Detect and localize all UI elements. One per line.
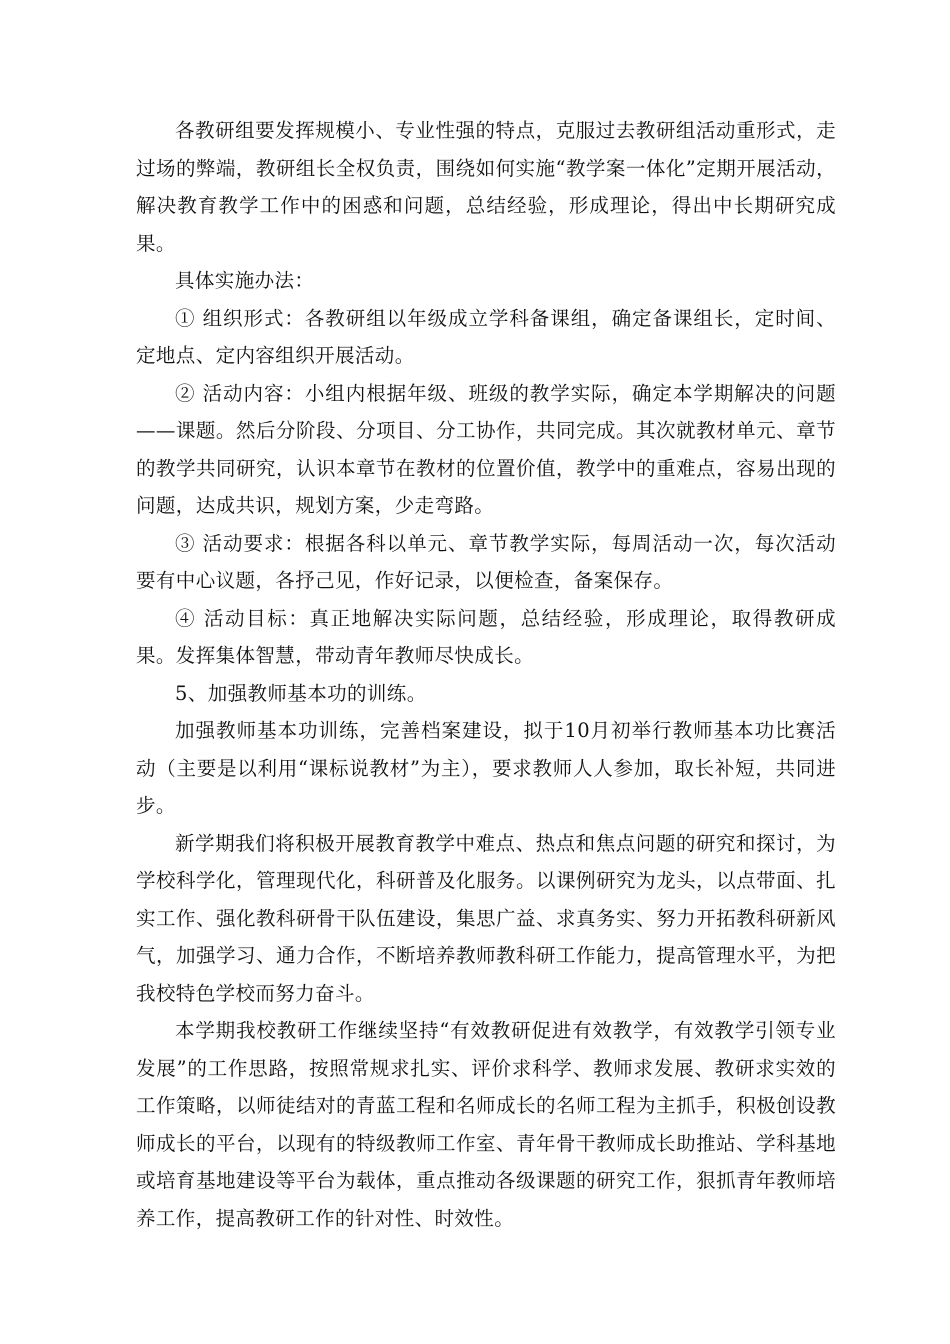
- paragraph-method-4: ④ 活动目标：真正地解决实际问题，总结经验，形成理论，取得教研成果。发挥集体智慧，带动青年教师尽快成长。: [136, 606, 836, 667]
- paragraph-this-semester: 本学期我校教研工作继续坚持“有效教研促进有效教学，有效教学引领专业发展”的工作思路，按照常规求扎实、评价求科学、教师求发展、教研求实效的工作策略，以师徒结对的青蓝工程和名师成长的名师工程为主抓手，积极创设教师成长的平台，以现有的特级教师工作室、青年骨干教师成长助推站、学科基地或培育基地建设等平台为载体，重点推动各级课题的研究工作，狠抓青年教师培养工作，提高教研工作的针对性、时效性。: [136, 1019, 836, 1230]
- paragraph-section-5-body: 加强教师基本功训练，完善档案建设，拟于10月初举行教师基本功比赛活动（主要是以利用“课标说教材”为主），要求教师人人参加，取长补短，共同进步。: [136, 719, 836, 817]
- paragraph-section-5-heading: 5、加强教师基本功的训练。: [175, 681, 427, 705]
- paragraph-new-semester: 新学期我们将积极开展教育教学中难点、热点和焦点问题的研究和探讨，为学校科学化，管理现代化，科研普及化服务。以课例研究为龙头，以点带面、扎实工作、强化教科研骨干队伍建设，集思广益、求真务实、努力开拓教科研新风气，加强学习、通力合作，不断培养教师教科研工作能力，提高管理水平，为把我校特色学校而努力奋斗。: [136, 831, 836, 1005]
- paragraph-method-3: ③ 活动要求：根据各科以单元、章节教学实际，每周活动一次，每次活动要有中心议题，各抒己见，作好记录，以便检查，备案保存。: [136, 531, 836, 592]
- paragraph-methods-heading: 具体实施办法：: [175, 269, 315, 292]
- paragraph-intro: 各教研组要发挥规模小、专业性强的特点，克服过去教研组活动重形式，走过场的弊端，教研组长全权负责，围绕如何实施“教学案一体化”定期开展活动，解决教育教学工作中的困惑和问题，总结经验，形成理论，得出中长期研究成果。: [136, 119, 836, 255]
- paragraph-method-1: ① 组织形式：各教研组以年级成立学科备课组，确定备课组长，定时间、定地点、定内容组织开展活动。: [136, 306, 836, 367]
- document-body: [136, 112, 836, 1237]
- paragraph-method-2: ② 活动内容：小组内根据年级、班级的教学实际，确定本学期解决的问题——课题。然后分阶段、分项目、分工协作，共同完成。其次就教材单元、章节的教学共同研究，认识本章节在教材的位置价值，教学中的重难点，容易出现的问题，达成共识，规划方案，少走弯路。: [136, 381, 836, 517]
